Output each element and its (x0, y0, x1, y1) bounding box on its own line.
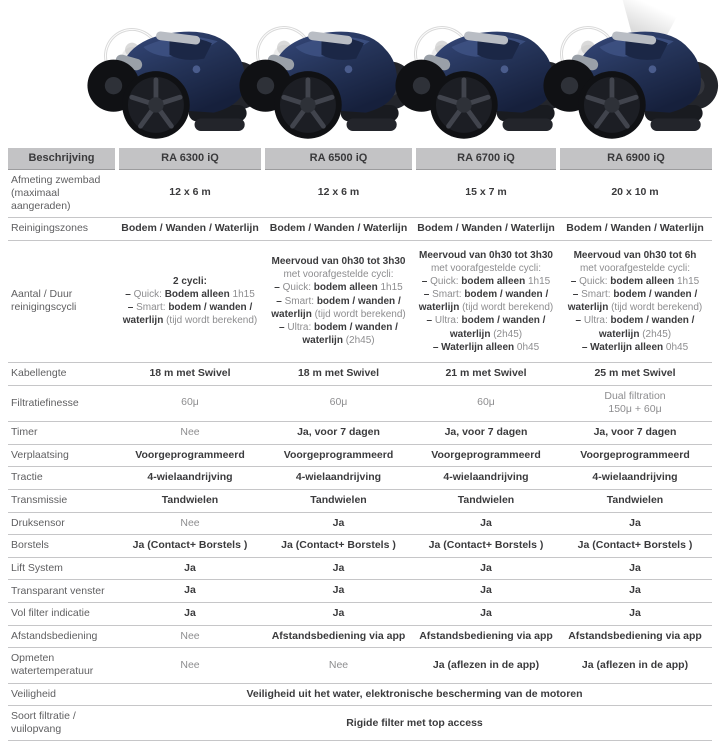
cell-value: Nee (117, 512, 263, 535)
cell-value: Ja (aflezen in de app) (558, 648, 712, 683)
table-row (8, 444, 712, 467)
cell-value: Ja (263, 512, 414, 535)
cell-value: 18 m met Swivel (117, 363, 263, 386)
cell-value: 25 m met Swivel (558, 363, 712, 386)
row-label: Filtratiefinesse (8, 385, 117, 421)
cell-value: Ja, voor 7 dagen (263, 421, 414, 444)
cell-value: 12 x 6 m (117, 169, 263, 217)
table-row (8, 217, 712, 240)
cell-value: Afstandsbediening via app (558, 625, 712, 648)
cell-value: Meervoud van 0h30 tot 6h met voorafgestelde cycli: – Quick: bodem alleen 1h15 – Smart: bodem / wanden / waterlijn (tijd wordt berekend) – Ultra: bodem / wanden / waterlijn (2h45) – Waterlijn alleen 0h45 (558, 240, 712, 363)
row-value-span: Veiligheid uit het water, elektronische bescherming van de motoren (117, 683, 712, 706)
robot-pool-cleaner-image (252, 6, 416, 146)
cell-value: Dual filtration 150μ + 60μ (558, 385, 712, 421)
cell-value: Ja (117, 580, 263, 603)
cell-value: Ja (117, 557, 263, 580)
table-row (8, 421, 712, 444)
cell-value: 60μ (414, 385, 558, 421)
header-model-ra6300: RA 6300 iQ (117, 148, 263, 169)
row-label: Afmeting zwembad (maximaal aangeraden) (8, 169, 117, 217)
header-model-ra6500: RA 6500 iQ (263, 148, 414, 169)
row-label: Borstels (8, 535, 117, 558)
cell-value: Bodem / Wanden / Waterlijn (414, 217, 558, 240)
row-label: Opmeten watertemperatuur (8, 648, 117, 683)
cell-value: Tandwielen (117, 489, 263, 512)
table-row (8, 706, 712, 741)
table-row (8, 648, 712, 683)
cell-value: Voorgeprogrammeerd (263, 444, 414, 467)
cell-value: Ja (Contact+ Borstels ) (414, 535, 558, 558)
row-label: Soort filtratie / vuilopvang (8, 706, 117, 741)
cell-value: Meervoud van 0h30 tot 3h30 met voorafgestelde cycli: – Quick: bodem alleen 1h15 – Smart: bodem / wanden / waterlijn (tijd wordt berekend) – Ultra: bodem / wanden / waterlijn (2h45) (263, 240, 414, 363)
cell-value: 18 m met Swivel (263, 363, 414, 386)
cell-value: 60μ (263, 385, 414, 421)
cell-value: Tandwielen (263, 489, 414, 512)
comparison-table-body (8, 169, 712, 741)
table-row (8, 489, 712, 512)
table-row (8, 625, 712, 648)
cell-value: Ja (Contact+ Borstels ) (117, 535, 263, 558)
table-row (8, 512, 712, 535)
header-model-ra6900: RA 6900 iQ (558, 148, 712, 169)
row-label: Vol filter indicatie (8, 603, 117, 626)
cell-value: Afstandsbediening via app (263, 625, 414, 648)
table-row (8, 169, 712, 217)
cell-value: Ja (117, 603, 263, 626)
cell-value: Ja (414, 512, 558, 535)
cell-value: Voorgeprogrammeerd (117, 444, 263, 467)
cell-value: Ja (414, 557, 558, 580)
row-label: Veiligheid (8, 683, 117, 706)
cell-value: 4-wielaandrijving (414, 467, 558, 490)
cell-value: Ja (aflezen in de app) (414, 648, 558, 683)
cell-value: 20 x 10 m (558, 169, 712, 217)
header-label-column: Beschrijving (8, 148, 117, 169)
cell-value: Ja (Contact+ Borstels ) (263, 535, 414, 558)
header-model-ra6700: RA 6700 iQ (414, 148, 558, 169)
robot-pool-cleaner-image (556, 6, 720, 146)
row-label: Transmissie (8, 489, 117, 512)
cell-value: Ja, voor 7 dagen (558, 421, 712, 444)
table-row (8, 240, 712, 363)
cell-value: Ja (Contact+ Borstels ) (558, 535, 712, 558)
cell-value: Nee (117, 648, 263, 683)
cell-value: Nee (117, 421, 263, 444)
cell-value: Ja (558, 557, 712, 580)
row-label: Timer (8, 421, 117, 444)
cell-value: Tandwielen (414, 489, 558, 512)
row-label: Verplaatsing (8, 444, 117, 467)
cell-value: 2 cycli: – Quick: Bodem alleen 1h15 – Smart: bodem / wanden / waterlijn (tijd wordt berekend) (117, 240, 263, 363)
cell-value: 4-wielaandrijving (558, 467, 712, 490)
cell-value: Ja (414, 580, 558, 603)
table-row (8, 683, 712, 706)
table-row (8, 467, 712, 490)
row-value-span: Rigide filter met top access (117, 706, 712, 741)
cell-value: Ja (558, 512, 712, 535)
table-row (8, 580, 712, 603)
row-label: Druksensor (8, 512, 117, 535)
cell-value: Afstandsbediening via app (414, 625, 558, 648)
robot-pool-cleaner-image (100, 6, 264, 146)
row-label: Aantal / Duur reinigingscycli (8, 240, 117, 363)
table-row (8, 557, 712, 580)
table-row (8, 603, 712, 626)
cell-value: Ja, voor 7 dagen (414, 421, 558, 444)
row-label: Lift System (8, 557, 117, 580)
cell-value: Bodem / Wanden / Waterlijn (117, 217, 263, 240)
cell-value: Bodem / Wanden / Waterlijn (558, 217, 712, 240)
cell-value: Tandwielen (558, 489, 712, 512)
cell-value: Voorgeprogrammeerd (414, 444, 558, 467)
cell-value: Nee (263, 648, 414, 683)
cell-value: Bodem / Wanden / Waterlijn (263, 217, 414, 240)
row-label: Tractie (8, 467, 117, 490)
cell-value: 15 x 7 m (414, 169, 558, 217)
product-images-strip (0, 0, 720, 148)
table-header-row (8, 148, 712, 169)
cell-value: 4-wielaandrijving (117, 467, 263, 490)
cell-value: Ja (263, 603, 414, 626)
cell-value: 12 x 6 m (263, 169, 414, 217)
cell-value: Voorgeprogrammeerd (558, 444, 712, 467)
row-label: Kabellengte (8, 363, 117, 386)
cell-value: 60μ (117, 385, 263, 421)
row-label: Reinigingszones (8, 217, 117, 240)
cell-value: Meervoud van 0h30 tot 3h30 met voorafgestelde cycli: – Quick: bodem alleen 1h15 – Smart: bodem / wanden / waterlijn (tijd wordt berekend) – Ultra: bodem / wanden / waterlijn (2h45) – Waterlijn alleen 0h45 (414, 240, 558, 363)
cell-value: Ja (558, 603, 712, 626)
cell-value: Ja (263, 580, 414, 603)
cell-value: 21 m met Swivel (414, 363, 558, 386)
cell-value: Ja (558, 580, 712, 603)
cell-value: Ja (263, 557, 414, 580)
cell-value: Nee (117, 625, 263, 648)
table-row (8, 535, 712, 558)
row-label: Transparant venster (8, 580, 117, 603)
cell-value: 4-wielaandrijving (263, 467, 414, 490)
table-row (8, 363, 712, 386)
row-label: Afstandsbediening (8, 625, 117, 648)
cell-value: Ja (414, 603, 558, 626)
comparison-table (8, 148, 712, 741)
table-row (8, 385, 712, 421)
comparison-table-wrap (0, 148, 720, 741)
